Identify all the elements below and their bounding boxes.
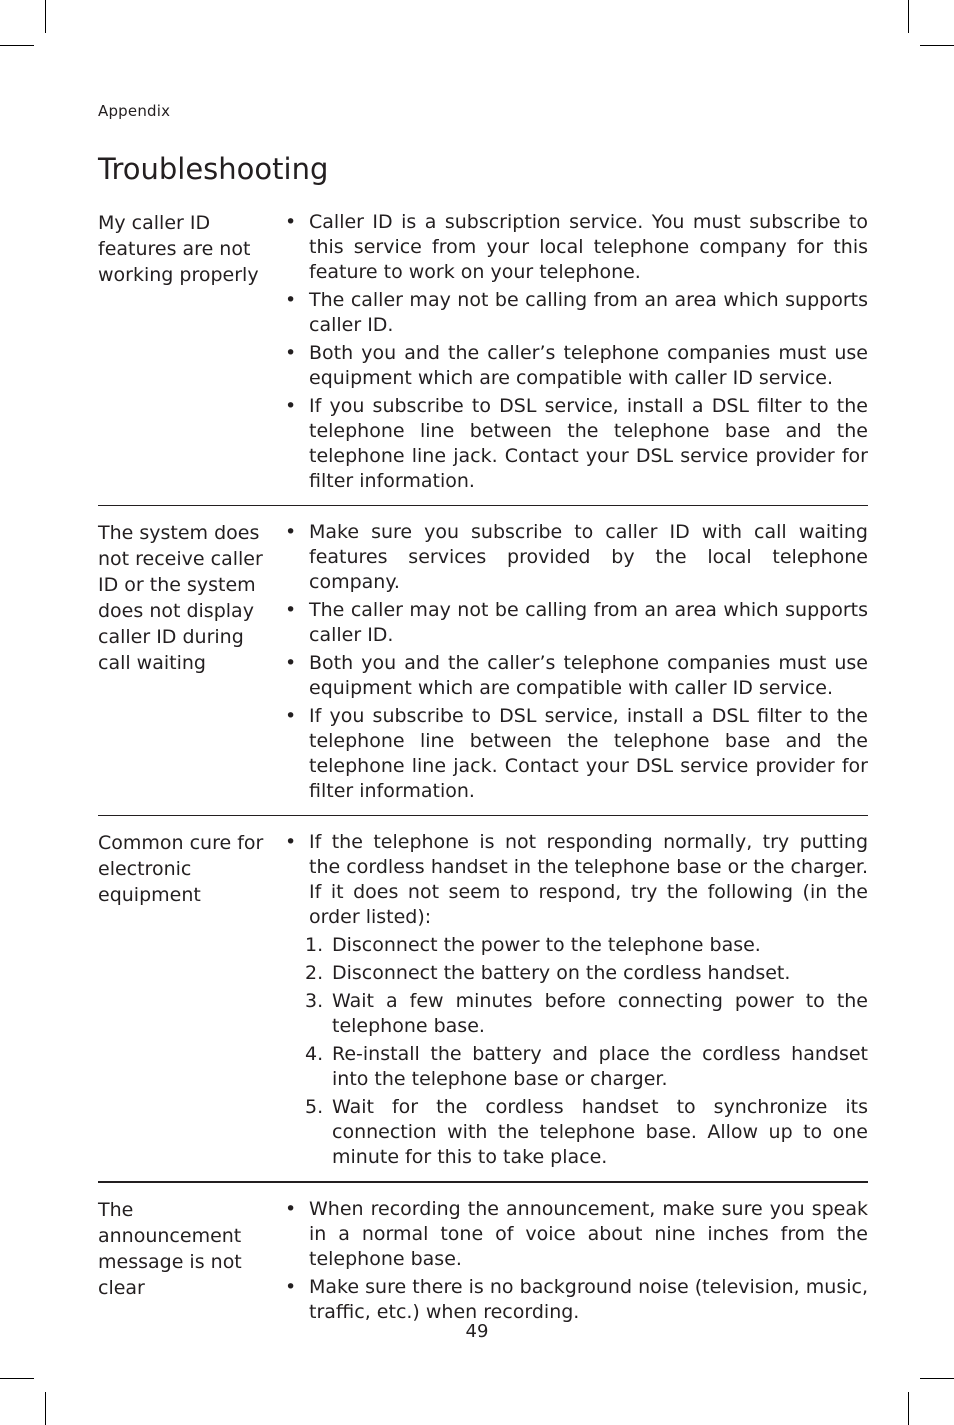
step-number: 1. — [305, 934, 324, 956]
step-text: Disconnect the power to the telephone base. — [332, 934, 761, 956]
step-item — [305, 1095, 868, 1170]
step-number: 4. — [305, 1043, 324, 1065]
solution-item — [280, 288, 868, 338]
crop-mark — [908, 1392, 909, 1425]
crop-mark — [920, 45, 954, 46]
solution-list — [280, 520, 868, 807]
step-number: 3. — [305, 990, 324, 1012]
solution-item — [280, 830, 868, 1170]
solution-list — [280, 1197, 868, 1328]
page-number: 49 — [465, 1321, 489, 1342]
bullet: • — [285, 1198, 297, 1220]
solution-text: Make sure there is no background noise (television, music, traffic, etc.) when recording. — [309, 1276, 868, 1323]
solution-text: If the telephone is not responding normally, try putting the cordless handset in the telephone base or the charger. If it does not seem to respond, try the following (in the order listed): — [309, 831, 868, 928]
step-text: Wait for the cordless handset to synchronize its connection with the telephone base. Allow up to one minute for this to take place. — [332, 1096, 868, 1168]
bullet: • — [285, 521, 297, 543]
solution-text: If you subscribe to DSL service, install a DSL filter to the telephone line between the telephone base and the telephone line jack. Contact your DSL service provider for filter information. — [309, 395, 868, 492]
solution-text: Both you and the caller’s telephone companies must use equipment which are compatible with caller ID service. — [309, 652, 868, 699]
solution-item — [280, 598, 868, 648]
solution-text: Both you and the caller’s telephone companies must use equipment which are compatible with caller ID service. — [309, 342, 868, 389]
step-item — [305, 933, 868, 958]
crop-mark — [920, 1378, 954, 1379]
troubleshooting-row — [98, 210, 868, 506]
bullet: • — [285, 289, 297, 311]
solution-text: The caller may not be calling from an area which supports caller ID. — [309, 599, 868, 646]
solution-item — [280, 394, 868, 494]
step-text: Disconnect the battery on the cordless handset. — [332, 962, 791, 984]
solution-text: The caller may not be calling from an area which supports caller ID. — [309, 289, 868, 336]
crop-mark — [0, 1378, 34, 1379]
crop-mark — [45, 0, 46, 33]
problem-description: The announcement message is not clear — [98, 1199, 242, 1299]
solution-item — [280, 1197, 868, 1272]
solution-text: If you subscribe to DSL service, install a DSL filter to the telephone line between the telephone base and the telephone line jack. Contact your DSL service provider for filter information. — [309, 705, 868, 802]
problem-description: Common cure for electronic equipment — [98, 832, 264, 906]
step-number: 5. — [305, 1096, 324, 1118]
step-text: Re-install the battery and place the cordless handset into the telephone base or charger. — [332, 1043, 868, 1090]
solution-text: Caller ID is a subscription service. You must subscribe to this service from your local telephone company for this feature to work on your telephone. — [309, 211, 868, 283]
crop-mark — [0, 45, 34, 46]
solution-list — [280, 210, 868, 497]
page-title: Troubleshooting — [98, 152, 329, 186]
bullet: • — [285, 211, 297, 233]
step-item — [305, 989, 868, 1039]
crop-mark — [908, 0, 909, 33]
bullet: • — [285, 395, 297, 417]
problem-description: My caller ID features are not working properly — [98, 212, 259, 286]
solution-item — [280, 651, 868, 701]
solution-item — [280, 704, 868, 804]
step-item — [305, 961, 868, 986]
solution-text: When recording the announcement, make sure you speak in a normal tone of voice about nine inches from the telephone base. — [309, 1198, 868, 1270]
solution-item — [280, 210, 868, 285]
step-item — [305, 1042, 868, 1092]
crop-mark — [45, 1392, 46, 1425]
step-number: 2. — [305, 962, 324, 984]
troubleshooting-row — [98, 506, 868, 816]
troubleshooting-table — [98, 210, 868, 1336]
bullet: • — [285, 831, 297, 853]
bullet: • — [285, 342, 297, 364]
solution-text: Make sure you subscribe to caller ID with call waiting features services provided by the local telephone company. — [309, 521, 868, 593]
step-text: Wait a few minutes before connecting power to the telephone base. — [332, 990, 868, 1037]
step-list — [305, 933, 868, 1170]
solution-item — [280, 1275, 868, 1325]
bullet: • — [285, 1276, 297, 1298]
bullet: • — [285, 705, 297, 727]
solution-item — [280, 520, 868, 595]
bullet: • — [285, 652, 297, 674]
solution-item — [280, 341, 868, 391]
section-label: Appendix — [98, 102, 171, 120]
bullet: • — [285, 599, 297, 621]
troubleshooting-row — [98, 1183, 868, 1336]
problem-description: The system does not receive caller ID or the system does not display caller ID during call waiting — [98, 522, 263, 674]
troubleshooting-row — [98, 816, 868, 1183]
solution-list — [280, 830, 868, 1173]
